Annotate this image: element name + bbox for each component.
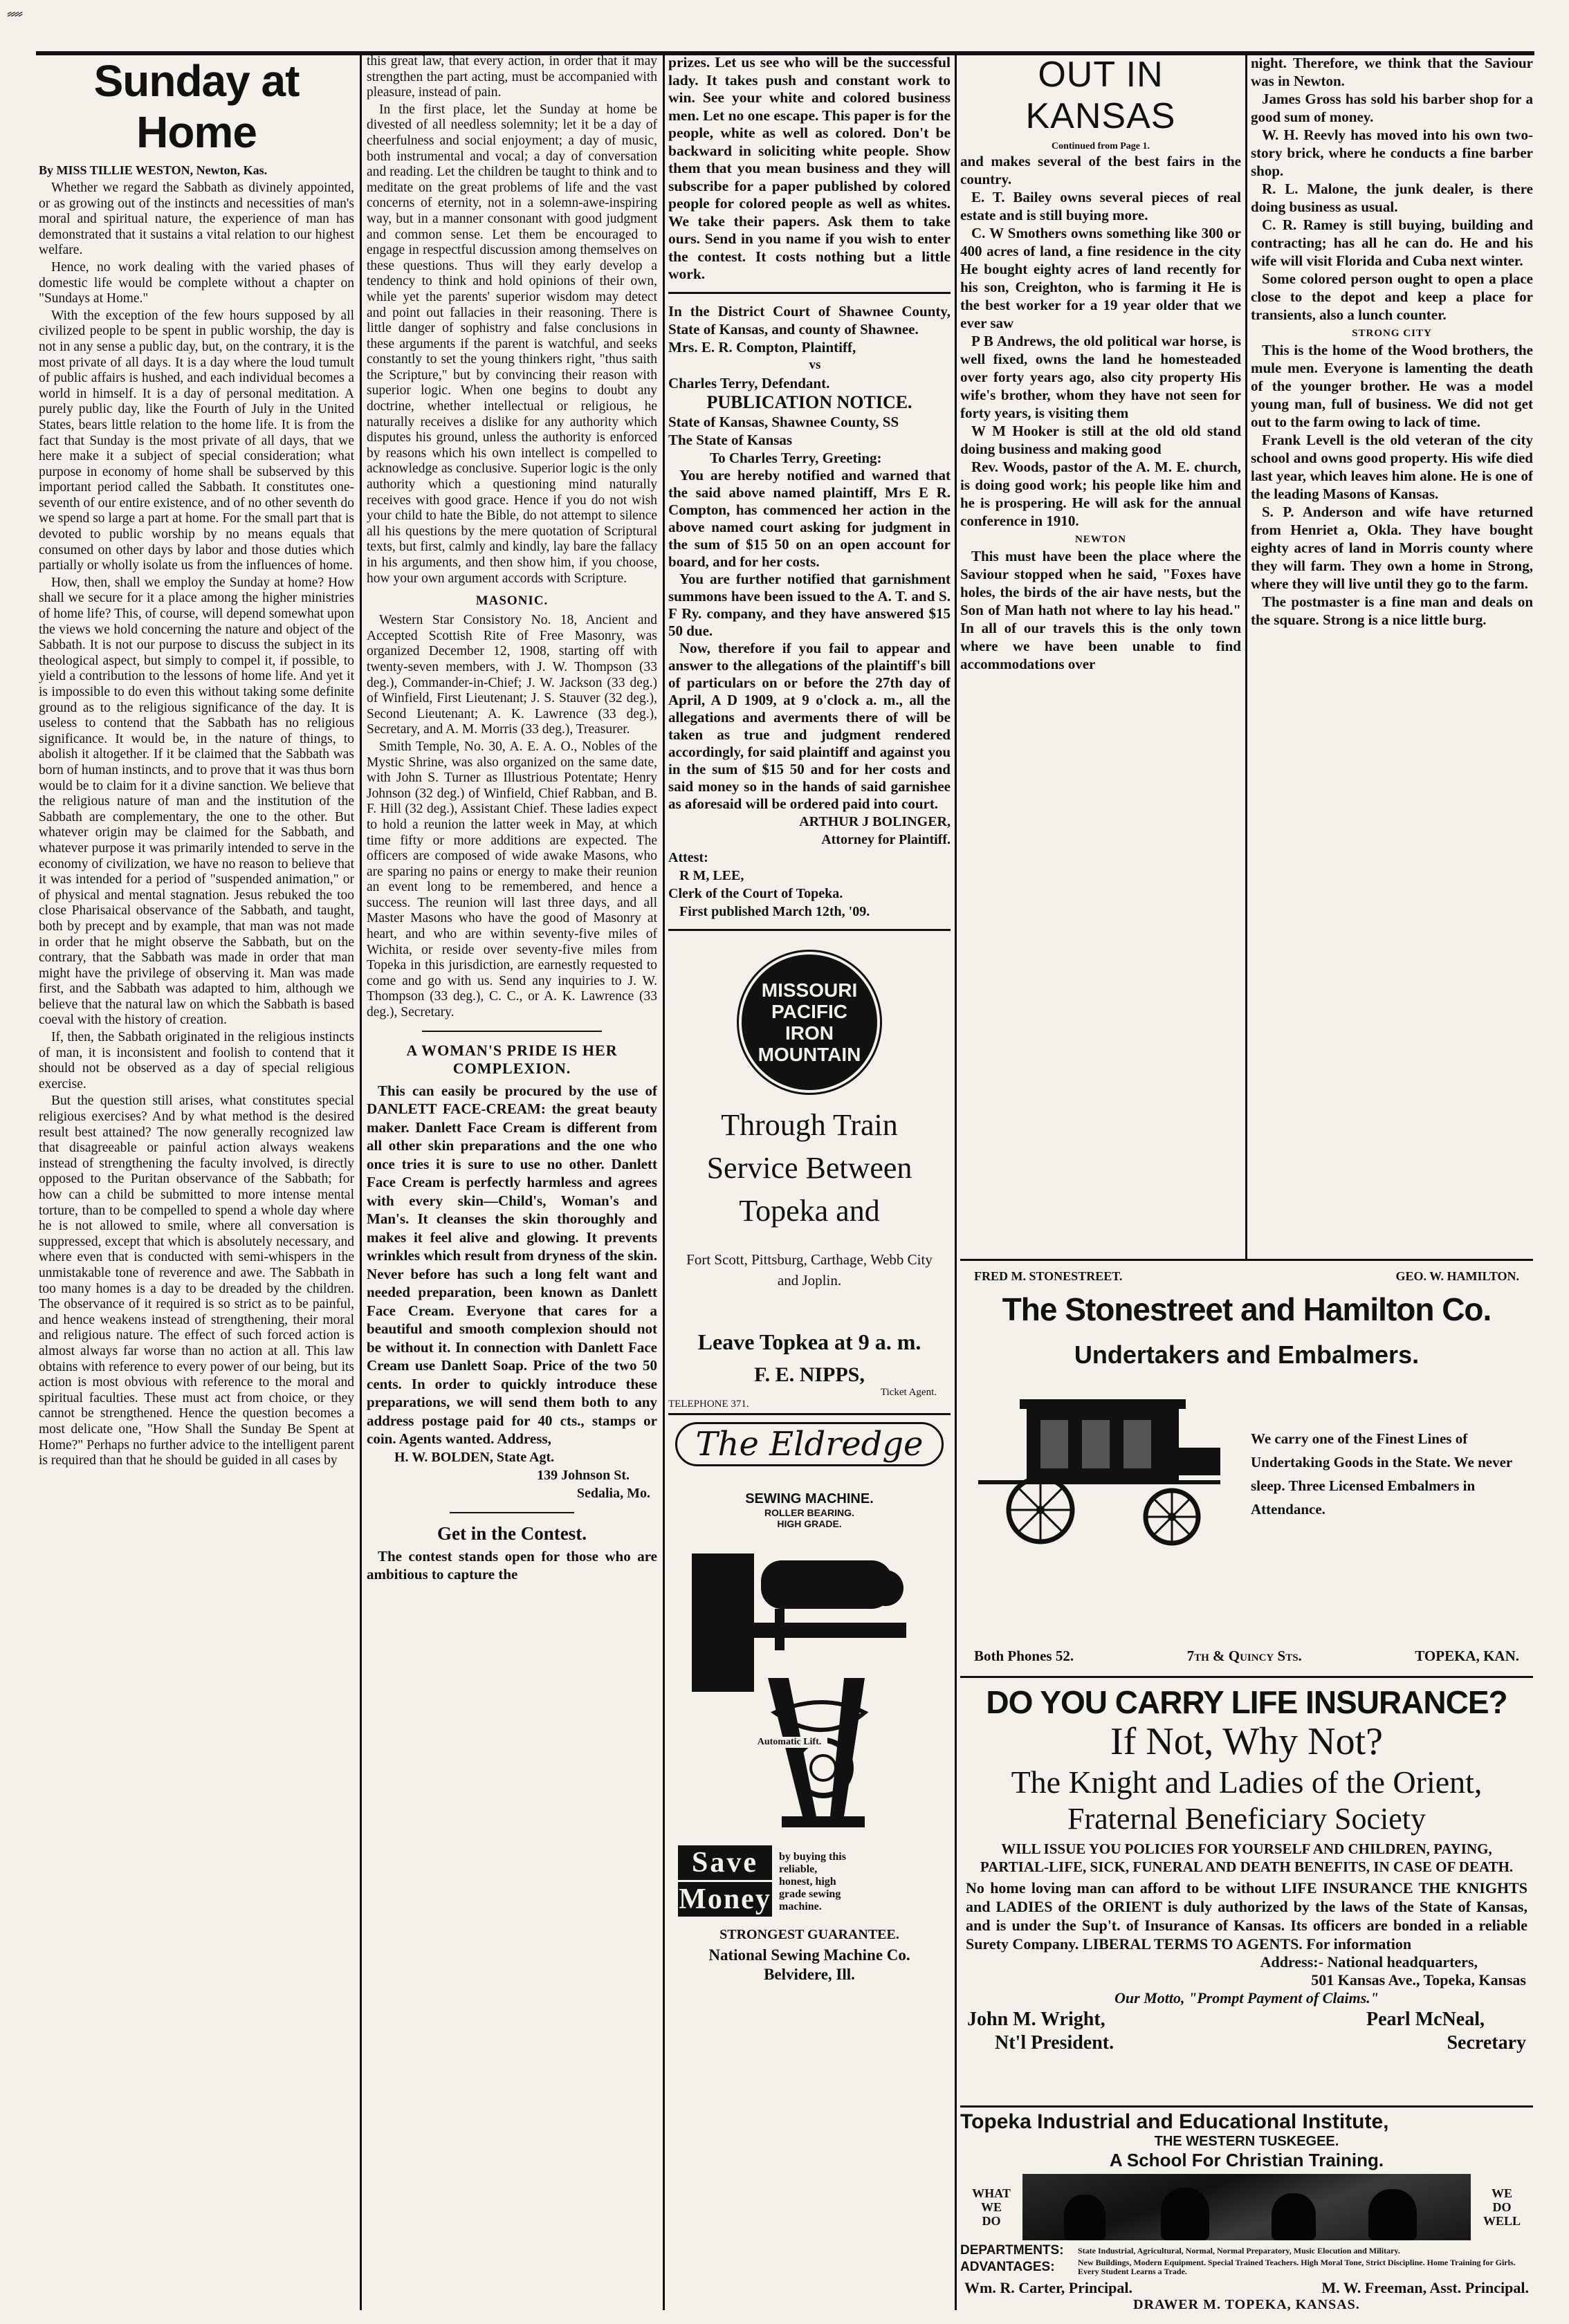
paragraph: this great law, that every action, in order that it may strengthen the part acting, must be accompanied with pleasure, instead of pain. [367, 54, 657, 100]
paragraph: night. Therefore, we think that the Saviour was in Newton. [1251, 55, 1533, 89]
clerk: R M, LEE, [679, 867, 744, 883]
paragraph: R. L. Malone, the junk dealer, is there doing business as usual. [1251, 181, 1533, 215]
column-2 [367, 54, 657, 2310]
org-line: The Knight and Ladies of the Orient, [1011, 1764, 1483, 1800]
paragraph: If, then, the Sabbath originated in the religious instincts of man, it is inconsistent and foolish to contend that it should not be observed as a day of special religious exercise. [39, 1030, 354, 1091]
president-title: Nt'l President. [995, 2032, 1114, 2054]
continued: Continued from Page 1. [1051, 141, 1150, 151]
cities: Fort Scott, Pittsburg, Carthage, Webb City and Joplin. [686, 1251, 933, 1289]
paragraph: C. R. Ramey is still buying, building and contracting; has all he can do. He and his wife will visit Florida and Cuba next winter. [1251, 216, 1533, 269]
agent-name: F. E. NIPPS, [754, 1363, 865, 1386]
money-word: Money [678, 1880, 772, 1917]
column-1 [39, 54, 354, 2310]
divider [422, 1031, 602, 1032]
clerk: Clerk of the Court of Topeka. [668, 885, 843, 901]
paragraph: Rev. Woods, pastor of the A. M. E. church, is doing good work; his people like him and he is prospering. He will ask for the annual conference in 1910. [960, 459, 1241, 529]
institute-photo [1022, 2174, 1471, 2240]
state-line: The State of Kansas [668, 431, 793, 448]
undertaker-text: We carry one of the Finest Lines of Undertaking Goods in the State. We never sleep. Three Licensed Embalmers in Attendance. [1251, 1430, 1512, 1518]
paragraph: E. T. Bailey owns several pieces of real estate and is still buying more. [960, 189, 1241, 223]
principal: Wm. R. Carter, Principal. [964, 2279, 1132, 2296]
railroad-logo [742, 954, 877, 1090]
column-rule [360, 55, 362, 2310]
paragraph: The contest stands open for those who are ambitious to capture the [367, 1547, 657, 1583]
undertaker-title: The Stonestreet and Hamilton Co. [1002, 1291, 1492, 1327]
partner-name: FRED M. STONESTREET. [974, 1269, 1123, 1283]
company-city: Belvidere, Ill. [764, 1965, 855, 1983]
paragraph: P B Andrews, the old political war horse, is well fixed, owns the land he homesteaded over forty years ago, also city property His wife's brother, whom they have not seen for forty years, is visiting them [960, 333, 1241, 421]
paragraph: C. W Smothers owns something like 300 or 400 acres of land, a fine residence in the city He bought eighty acres of land recently for his son, Creighton, who is farming it He is the best worker for a 19 year older that we ever saw [960, 225, 1241, 331]
paragraph: The postmaster is a fine man and deals on the square. Strong is a nice little burg. [1251, 593, 1533, 628]
right-word: WELL [1483, 2214, 1521, 2228]
through-train: Through Train Service Between Topeka and [706, 1107, 912, 1228]
sewing-line: SEWING MACHINE. [745, 1491, 874, 1506]
save-money-box [678, 1845, 772, 1917]
column-5 [1251, 54, 1533, 1252]
pride-heading: A WOMAN'S PRIDE IS HER COMPLEXION. [406, 1041, 618, 1077]
masonic-heading: MASONIC. [475, 593, 549, 609]
logo-word: MISSOURI [761, 979, 858, 1001]
paragraph: This must have been the place where the Saviour stopped when he said, "Foxes have holes, the birds of the air have nests, but the Son of Man hath not where to lay his head." In all of our travels this is the only town where we have been unable to find accommodations over [960, 548, 1241, 672]
notice-heading: PUBLICATION NOTICE. [706, 391, 912, 412]
insurance-headline: DO YOU CARRY LIFE INSURANCE? [986, 1684, 1507, 1720]
paragraph: Western Star Consistory No. 18, Ancient and Accepted Scottish Rite of Free Masonry, was organized December 12, 1908, starting off with twenty-seven members, with J. W. Thompson (33 deg.), Commander-in-Chief; J. W. Jackson (33 deg.) of Winfield, First Lieutenant; J. S. Stauver (32 deg.), Second Lieutenant; A. K. Lawrence (33 deg.), Secretary, and A. M. Morris (33 deg.), Treasurer. [367, 613, 657, 737]
company: National Sewing Machine Co. [708, 1946, 910, 1964]
plaintiff: Mrs. E. R. Compton, Plaintiff, [668, 338, 856, 356]
paragraph: Some colored person ought to open a place close to the depot and keep a place for transients, also a lunch counter. [1251, 270, 1533, 323]
defendant: Charles Terry, Defendant. [668, 374, 830, 391]
save-word: Save [692, 1846, 758, 1879]
insurance-address-2: 501 Kansas Ave., Topeka, Kansas [1311, 1971, 1526, 1989]
sewing-machine-illustration [685, 1540, 934, 1837]
court-intro: In the District Court of Shawnee County, State of Kansas, and county of Shawnee. [668, 302, 951, 338]
photo-figure [1368, 2189, 1417, 2240]
vs: vs [809, 357, 821, 372]
column-rule [663, 55, 665, 2310]
signature: ARTHUR J BOLINGER, [799, 813, 951, 829]
paragraph: S. P. Anderson and wife have returned from Henriet a, Okla. They have bought eighty acres of land in Morris county where they will farm. They own a home in Strong, where they will live until they go to the farm. [1251, 504, 1533, 592]
byline: By MISS TILLIE WESTON, Newton, Kas. [39, 163, 268, 177]
divider [450, 1512, 574, 1513]
logo-word: MOUNTAIN [758, 1043, 861, 1065]
save-text: by buying this reliable, honest, high grade sewing machine. [779, 1850, 846, 1912]
paragraph: Smith Temple, No. 30, A. E. A. O., Nobles of the Mystic Shrine, was also organized on the same date, with John S. Turner as Illustrious Potentate; Henry Johnson (32 deg.) of Winfield, Chief Rabban, and B. F. Hill (32 deg.), Assistant Chief. These ladies expect to hold a reunion the latter week in May, at which time fifty or more additions are expected. The officers are composed of wide awake Masons, who are sparing no pains or energy to make their reunion an event long to be remembered, and hence a success. The reunion will last three days, and all Master Masons who have the good of Masonry at heart, and who are within seventy-five miles of Wichita, or reside over seventy-five miles from Topeka in this jurisdiction, are earnestly requested to come and go with us. Send any inquiries to J. W. Thompson (33 deg.), C. C., or A. K. Lawrence (33 deg.), Secretary. [367, 739, 657, 1020]
contest-heading: Get in the Contest. [437, 1522, 587, 1544]
advantages-text: New Buildings, Modern Equipment. Special Trained Teachers. High Moral Tone, Strict Discipline. Home Training for Girls. Every Student Learns a Trade. [1078, 2258, 1516, 2276]
hearse-illustration [964, 1385, 1234, 1558]
insurance-body: No home loving man can afford to be without LIFE INSURANCE THE KNIGHTS and LADIES of the ORIENT is duly authorized by the laws of the State of Kansas, and is under the Sup't. of Insurance of Kansas. Its officers are bonded in a reliable Surety Company. LIBERAL TERMS TO AGENTS. For information [966, 1879, 1527, 1953]
asst-principal: M. W. Freeman, Asst. Principal. [1321, 2279, 1529, 2296]
paragraph: This can easily be procured by the use of DANLETT FACE-CREAM: the great beauty maker. Danlett Face Cream is different from all other skin preparations and the one who once tries it is sure to use no other. Danlett Face Cream is perfectly harmless and agrees with every skin—Child's, Woman's and Man's. It cleanses the skin thoroughly and makes it feel alive and glowing. It prevents wrinkles which result from dryness of the skin. Never before has such a long felt want and needed preparation, been known as Danlett Face Cream. Everyone that cares for a beautiful and smooth complexion should not be without it. In connection with Danlett Face Cream use Danlett Soap. Price of the two 50 cents. In order to quickly introduce these preparations, we will send them both to any address postage paid for 40 cts., stamps or coin. Agents wanted. Address, [367, 1082, 657, 1448]
paragraph: With the exception of the few hours supposed by all civilized people to be spent in public worship, the day is not in any sense a public day, but, on the contrary, it is the most private of all days. It is a day where the loud tumult of public affairs is hushed, and each individual becomes a world in himself. It is a day of personal meditation. A purely public day, like the Fourth of July in the United States, bears little relation to the home life. It is from the fact that Sunday is the most private of all days, that we here make it a subject of special consideration; what purpose in economy of home shall be subserved by this important period called the Sabbath. It constitutes one-seventh of our entire existence, and of no other seventh do we spend so large a part at home. For the small part that is devoted to public worship by no means equals that consumed on other days by labor and those duties which partially or wholly isolate us from the influences of home. [39, 308, 354, 573]
first-published: First published March 12th, '09. [679, 903, 870, 919]
paragraph: How, then, shall we employ the Sunday at home? How shall we secure for it a place among the higher ministries of home life? This, of course, will depend somewhat upon the views we hold concerning the nature and object of the Sabbath. It is not our purpose to discuss the subject in its theological aspect, but simply to compel it, if possible, to yield a contribution to the lessons of home life. And yet it is impossible to do even this without taking some definite ground as to the religious significance of the day. It is useless to contend that the Sabbath has no religious significance. It would be, in the nature of things, to abolish it altogether. If it be claimed that the Sabbath was born of human instincts, and to prove that it was thus born would be to claim for it a divine sanction. We believe that the religious nature of man and the institution of the Sabbath are complementary, the one to the other. But whatever origin may be claimed for the Sabbath, and whatever purpose it was primarily intended to serve in the economy of civilization, we have no reason to believe that it was intended for a period of "suspended animation," or of physical and mental stagnation. Jesus rebuked the too close Pharisaical observance of the Sabbath, and taught, both by precept and by example, that man was not made in order that he might observe the Sabbath, but on the contrary, that the Sabbath was made in order that man might have the privilege of observing it. Man was made first, and the Sabbath was adapted to him, although we believe that the natural law on which the Sabbath is based coeval with the history of creation. [39, 575, 354, 1028]
eldredge-banner [675, 1422, 944, 1466]
sewing-line: HIGH GRADE. [777, 1518, 842, 1529]
insurance-headline-2: If Not, Why Not? [1110, 1720, 1383, 1763]
paragraph: This is the home of the Wood brothers, the mule men. Everyone is lamenting the death of the younger brother. He was a model young man, full of business. We did not get out to the farm owing to lack of time. [1251, 342, 1533, 430]
departments-label: DEPARTMENTS: [960, 2243, 1064, 2258]
sewing-line: ROLLER BEARING. [764, 1506, 854, 1518]
phones: Both Phones 52. [974, 1648, 1074, 1664]
secretary-name: Pearl McNeal, [1366, 2009, 1485, 2030]
divider [668, 292, 951, 294]
column-rule [1245, 55, 1247, 1260]
photo-figure [1161, 2188, 1209, 2240]
right-word: DO [1492, 2200, 1512, 2214]
left-word: WE [980, 2200, 1002, 2214]
departments-text: State Industrial, Agricultural, Normal, Normal Preparatory, Music Elocution and Military. [1078, 2245, 1400, 2256]
insurance-motto: Our Motto, "Prompt Payment of Claims." [1114, 1989, 1379, 2007]
drawer: DRAWER M. TOPEKA, KANSAS. [1133, 2297, 1360, 2312]
signature: H. W. BOLDEN, State Agt. [394, 1449, 555, 1465]
signature: Sedalia, Mo. [576, 1485, 650, 1501]
advantages-label: ADVANTAGES: [960, 2260, 1055, 2274]
article-title: Sunday at Home [93, 56, 300, 157]
paragraph: Now, therefore if you fail to appear and answer to the allegations of the plaintiff's bill of particulars on or before the 27th day of April, A D 1909, at 9 o'clock a. m., all the allegations and averments there of will be taken as true and judgment rendered accordingly, for said plaintiff and against you in the sum of $15 50 and for her costs and said money so in the hands of said garnishee as aforesaid will be ordered paid into court. [668, 639, 951, 812]
street-address: 7th & Quincy Sts. [1186, 1648, 1302, 1664]
agent-title: Ticket Agent. [880, 1386, 937, 1398]
corner-mark: ⸗⸗⸗⸗ [7, 4, 22, 21]
attest: Attest: [668, 849, 708, 865]
newton-heading: NEWTON [1074, 534, 1127, 545]
eldredge-brand: The Eldredge [695, 1424, 924, 1464]
photo-figure [1272, 2193, 1316, 2240]
logo-word: IRON [785, 1022, 834, 1044]
eldredge-ad [668, 1422, 951, 1989]
institute-sub: A School For Christian Training. [1109, 2150, 1384, 2170]
photo-figure [1064, 2195, 1105, 2240]
left-word: WHAT [972, 2186, 1011, 2200]
greeting: To Charles Terry, Greeting: [710, 449, 882, 466]
insurance-ad [960, 1674, 1533, 2103]
telephone: TELEPHONE 371. [668, 1398, 749, 1410]
paragraph: In the first place, let the Sunday at home be divested of all needless solemnity; let it be a day of cheerfulness and social enjoyment; a day of music, both instrumental and vocal; a day of conversation and reading. Let the children be taught to think and to meditate on the great problems of life and the vast concerns of eternity, not in a solemn-awe-inspiring way, but in a manner consonant with good judgment and common sense. Let them be encouraged to engage in respectful discussion among themselves on these questions. Thus will they early develop a tendency to think and hold opinions of their own, while yet the parents' superior wisdom may detect and point out fallacies in their reasoning. There is little danger of sophistry and false conclusions in these arguments if the parent is watchful, and seeks constantly to set the young thinkers right, "thus saith the Scripture," but by convincing their reason with superior logic. When one begins to doubt any doctrine, whether intellectual or religious, he naturally receives a dislike for any authority which disputes his ground, unless the authority is enforced by reasons which his own intellect is compelled to acknowledge as conclusive. Superior logic is the only authority which a questioning mind naturally receives with good grace. Hence if you do not wish your child to hate the Bible, do not attempt to silence all his questions by the mere quotation of Scriptural texts, but first, calmly and kindly, lay bare the fallacy in his arguments, and then show him, if you choose, how your own argument accords with Scripture. [367, 102, 657, 586]
president-name: John M. Wright, [967, 2009, 1105, 2030]
paragraph: Hence, no work dealing with the varied phases of domestic life would be complete without a chapter on "Sundays at Home." [39, 259, 354, 306]
paragraph: and makes several of the best fairs in the country. [960, 153, 1241, 187]
paragraph: Whether we regard the Sabbath as divinely appointed, or as growing out of the instincts and necessities of man's moral and spiritual nature, the experience of man has demonstrated that it sustains a vital relation to our highest welfare. [39, 181, 354, 258]
guarantee: STRONGEST GUARANTEE. [719, 1926, 899, 1942]
paragraph: prizes. Let us see who will be the successful lady. It takes push and constant work to win. See your white and colored business men. Let no one escape. This paper is for the people, white as well as colored. Don't be backward in soliciting white people. Show them that you mean business and they will subscribe for a paper published by colored people for colored people as well as whites. We take their papers. Ask them to take ours. Send in you name if you wish to enter the contest. It costs nothing but a little work. [668, 54, 951, 282]
out-in-kansas-heading: OUT IN KANSAS [1025, 55, 1176, 136]
insurance-caps: WILL ISSUE YOU POLICIES FOR YOURSELF AND CHILDREN, PAYING, PARTIAL-LIFE, SICK, FUNERAL AND DEATH BENEFITS, IN CASE OF DEATH. [980, 1841, 1514, 1875]
state-line: State of Kansas, Shawnee County, SS [668, 413, 899, 430]
paragraph: W. H. Reevly has moved into his own two-story brick, where he conducts a fine barber shop. [1251, 127, 1533, 179]
machine-label: Automatic Lift. [751, 1737, 827, 1748]
strong-city-heading: STRONG CITY [1352, 328, 1432, 339]
insurance-address: Address:- National headquarters, [1260, 1953, 1478, 1971]
column-rule [955, 55, 957, 2310]
institute-sub: THE WESTERN TUSKEGEE. [1154, 2134, 1339, 2149]
paragraph: You are further notified that garnishment summons have been issued to the A. T. and S. F Ry. company, and they have answered $15 50 due. [668, 570, 951, 639]
column-4 [960, 54, 1241, 1252]
institute-title: Topeka Industrial and Educational Institute, [960, 2110, 1389, 2133]
divider [668, 1413, 951, 1415]
paragraph: James Gross has sold his barber shop for a good sum of money. [1251, 91, 1533, 125]
city: TOPEKA, KAN. [1415, 1648, 1519, 1664]
left-word: DO [982, 2214, 1001, 2228]
paragraph: But the question still arises, what constitutes special religious exercises? And by what method is the desired result best attained? The now generally recognized law that disagreeable or painful action always weakens instead of strengthening the faculty involved, is directly opposed to the Puritan observance of the Sabbath; for how can a child be submitted to more intense mental torture, than to be compelled to spend a whole day where he is not allowed to smile, where all conversation is suppressed, except that which is absolutely necessary, and where even that is conducted with semi-whispers in the unmistakable tone of reverence and awe. The Sabbath in too many homes is a day to be dreaded by the children. The observance of it required is so strict as to be painful, and hence weakens instead of strengthening, their moral and religious nature. The effect of such forced action is almost always far worse than no action at all. This law obtains with reference to every power of our being, but its action is most obvious with reference to the moral and spiritual faculties. These must act from choice, or they cannot be strengthened. Hence the question becomes a most delicate one, "How Shall the Sunday Be Spent at Home?" Perhaps no further advice to the intelligent parent is required than that he should be guided in all cases by [39, 1094, 354, 1468]
institute-ad-final [960, 2105, 1533, 2315]
leave-time: Leave Topkea at 9 a. m. [697, 1329, 921, 1354]
signature: Attorney for Plaintiff. [821, 831, 951, 847]
undertaker-subtitle: Undertakers and Embalmers. [1074, 1340, 1420, 1369]
paragraph: Frank Levell is the old veteran of the city school and owns good property. His wife died last year, which leaves him alone. He is one of the leading Masons of Kansas. [1251, 432, 1533, 502]
signature: 139 Johnson St. [537, 1467, 630, 1483]
secretary-title: Secretary [1447, 2032, 1526, 2054]
paragraph: You are hereby notified and warned that the said above named plaintiff, Mrs E R. Compton, has commenced her action in the above named court asking for judgment in the sum of $15 50 on an open account for board, and for her costs. [668, 466, 951, 570]
right-word: WE [1491, 2186, 1512, 2200]
undertaker-ad [960, 1259, 1533, 1678]
column-3 [668, 54, 951, 2310]
logo-word: PACIFIC [771, 1000, 847, 1022]
paragraph: W M Hooker is still at the old old stand doing business and making good [960, 423, 1241, 457]
partner-name: GEO. W. HAMILTON. [1395, 1269, 1519, 1283]
divider [668, 929, 951, 931]
org-line: Fraternal Beneficiary Society [1067, 1802, 1426, 1836]
